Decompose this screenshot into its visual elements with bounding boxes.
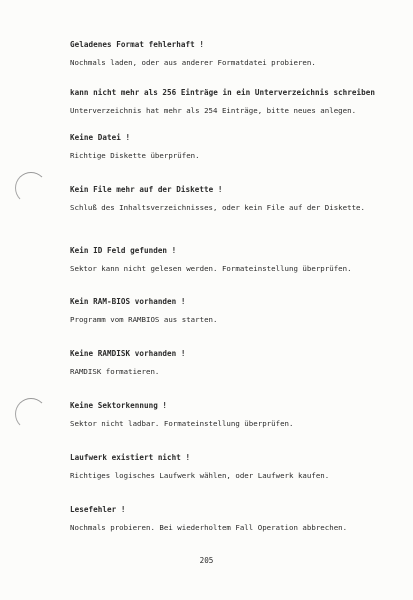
error-entry — [70, 349, 399, 377]
punch-hole-mark — [15, 398, 47, 430]
error-entry — [70, 401, 399, 429]
error-heading: kann nicht mehr als 256 Einträge in ein Unterverzeichnis schreiben — [70, 88, 376, 97]
error-description: Nochmals laden, oder aus anderer Formatdatei probieren. — [70, 58, 316, 67]
error-heading: Keine Sektorkennung ! — [70, 401, 168, 410]
punch-hole-mark — [15, 172, 47, 204]
page-number: 205 — [199, 556, 214, 565]
error-heading: Laufwerk existiert nicht ! — [70, 453, 191, 462]
error-heading: Geladenes Format fehlerhaft ! — [70, 40, 205, 49]
error-description: Nochmals probieren. Bei wiederholtem Fall Operation abbrechen. — [70, 523, 348, 532]
error-heading: Lesefehler ! — [70, 505, 126, 514]
error-entry — [70, 88, 399, 116]
error-description: Richtige Diskette überprüfen. — [70, 151, 200, 160]
error-description: Sektor kann nicht gelesen werden. Formateinstellung überprüfen. — [70, 264, 352, 273]
error-description: Schluß des Inhaltsverzeichnisses, oder kein File auf der Diskette. — [70, 203, 365, 212]
error-heading: Keine Datei ! — [70, 133, 131, 142]
error-entry — [70, 297, 399, 325]
error-entry — [70, 185, 399, 213]
error-entry — [70, 505, 399, 533]
error-description: Richtiges logisches Laufwerk wählen, oder Laufwerk kaufen. — [70, 471, 330, 480]
error-description: RAMDISK formatieren. — [70, 367, 160, 376]
error-description: Programm vom RAMBIOS aus starten. — [70, 315, 218, 324]
error-entry — [70, 133, 399, 161]
error-entry — [70, 40, 399, 68]
error-heading: Kein RAM-BIOS vorhanden ! — [70, 297, 186, 306]
error-entry — [70, 246, 399, 274]
error-heading: Kein File mehr auf der Diskette ! — [70, 185, 223, 194]
error-heading: Kein ID Feld gefunden ! — [70, 246, 177, 255]
error-description: Unterverzeichnis hat mehr als 254 Einträge, bitte neues anlegen. — [70, 106, 357, 115]
error-description: Sektor nicht ladbar. Formateinstellung überprüfen. — [70, 419, 294, 428]
error-heading: Keine RAMDISK vorhanden ! — [70, 349, 186, 358]
error-entry — [70, 453, 399, 481]
